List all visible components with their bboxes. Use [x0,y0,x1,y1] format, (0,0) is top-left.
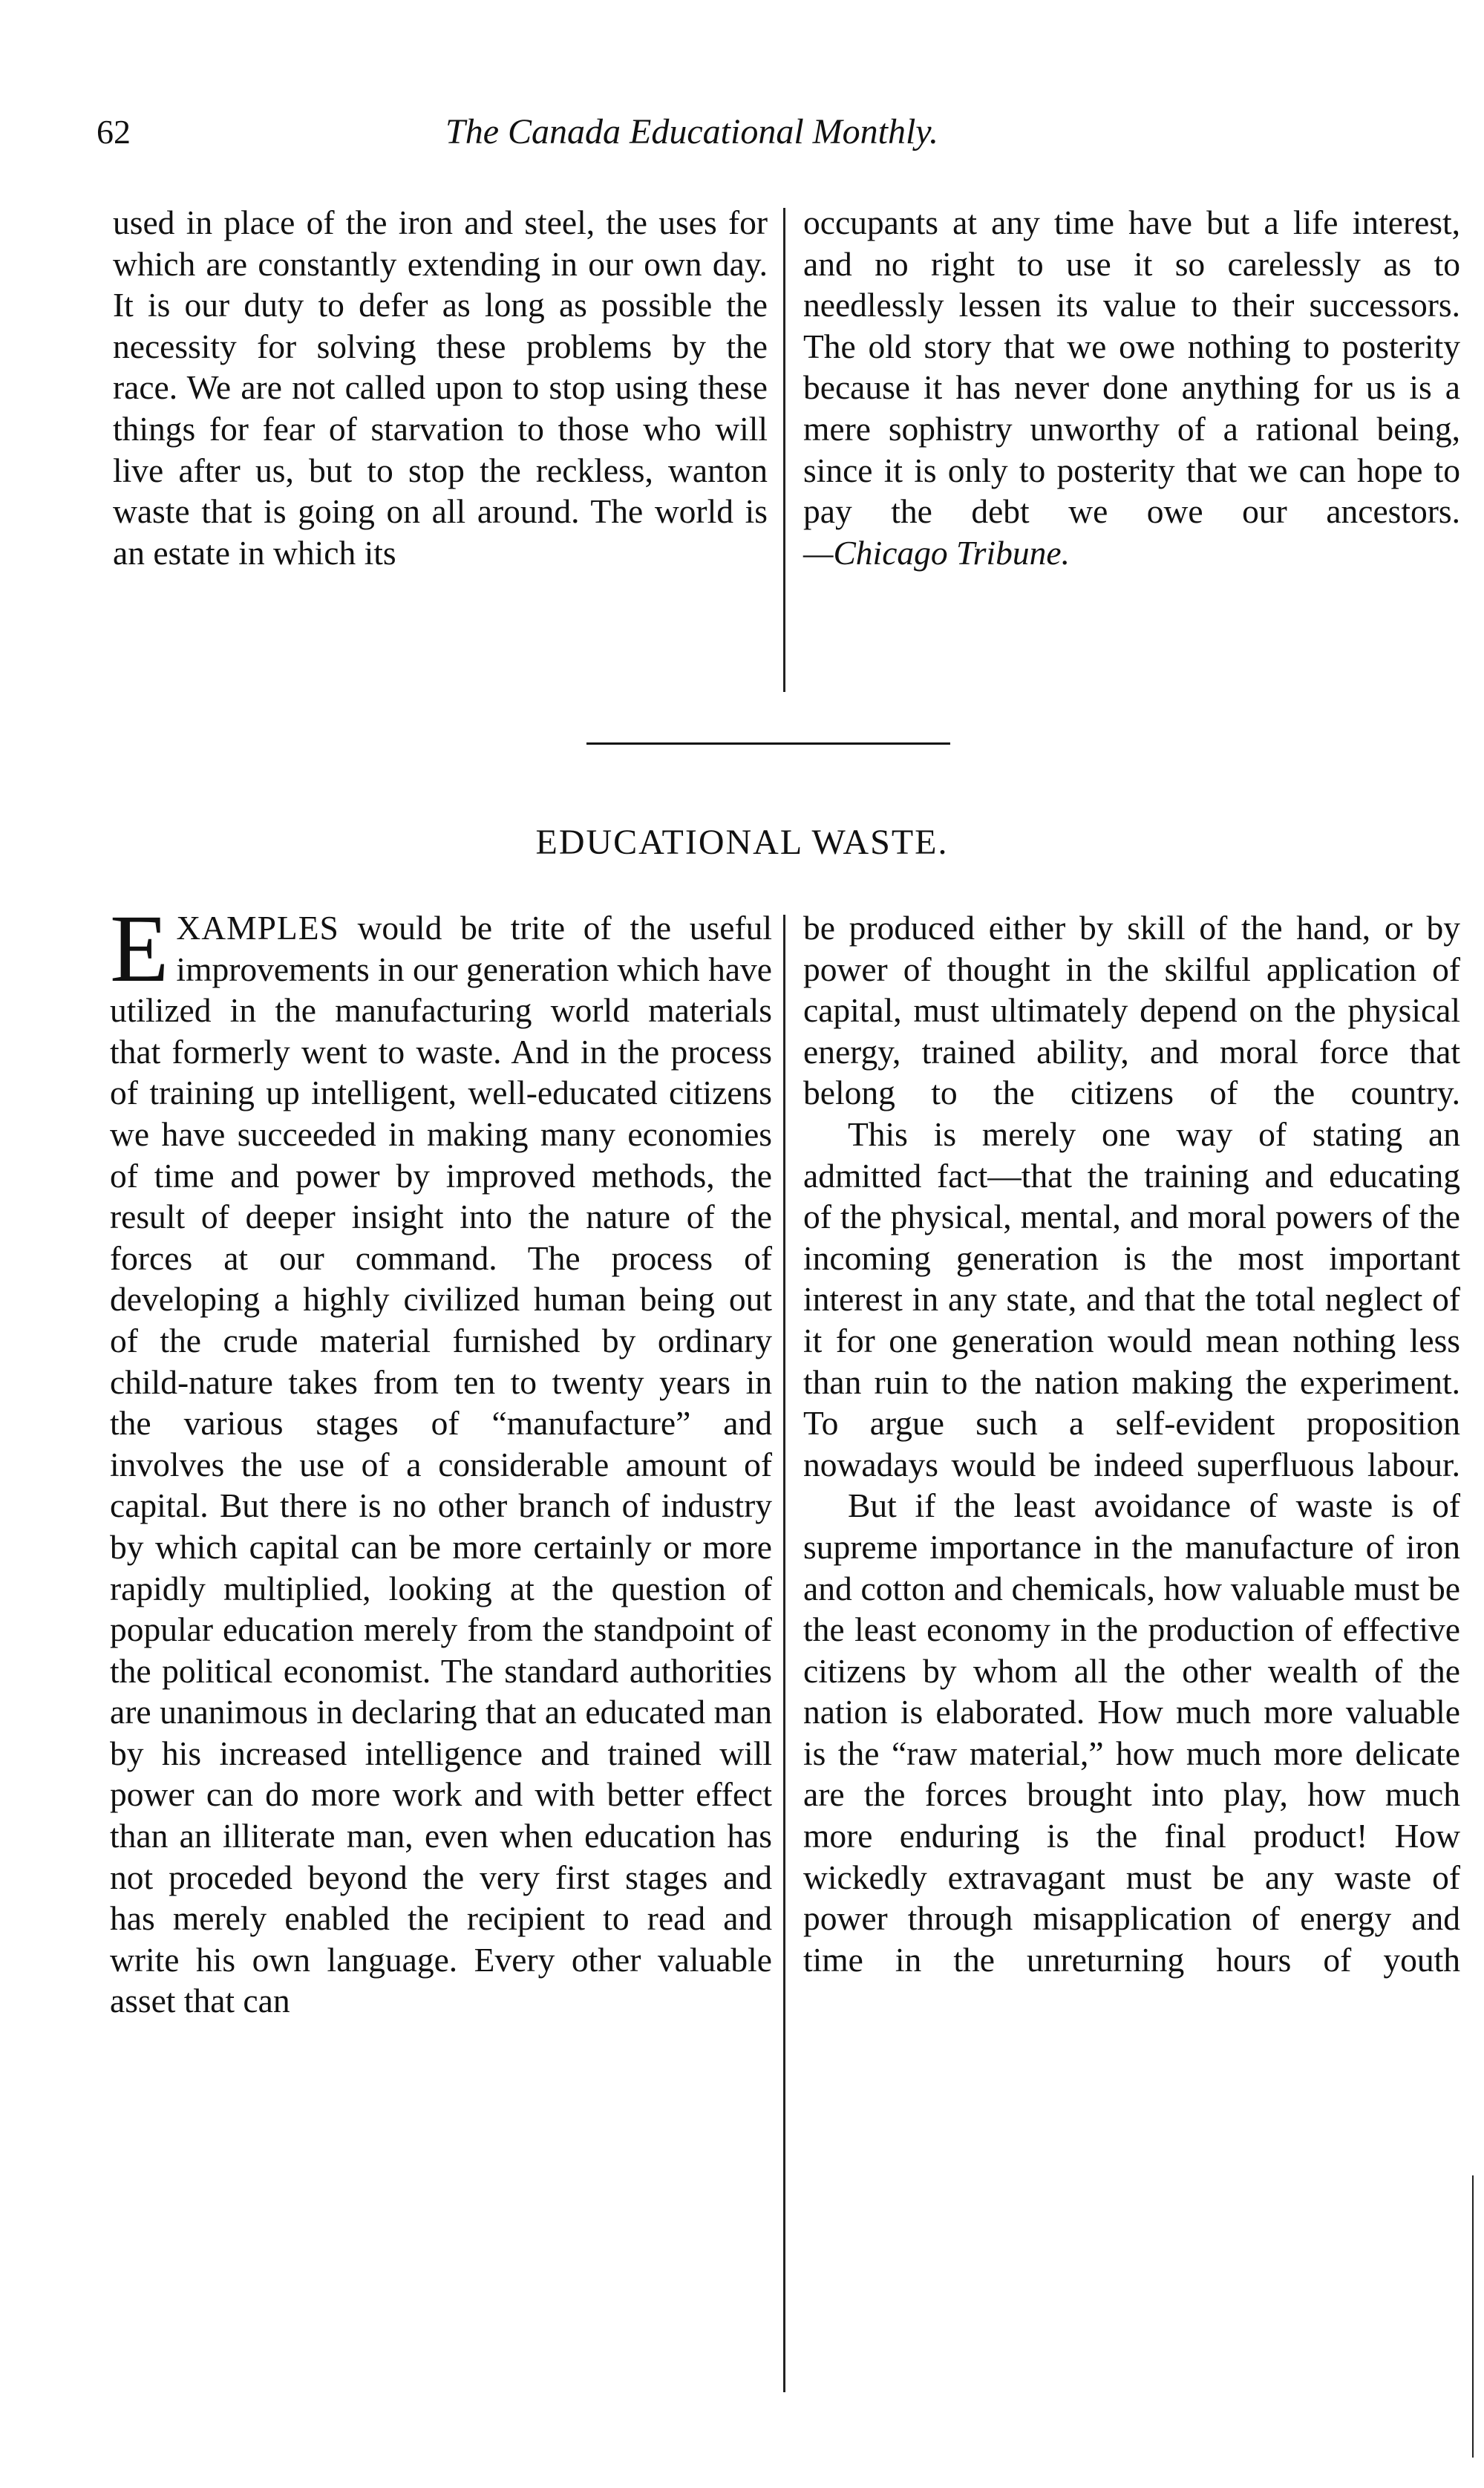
running-title: The Canada Educational Monthly. [445,112,938,151]
drop-cap: E [110,895,169,1002]
article-attribution: —Chicago Tribune. [803,533,1070,572]
bottom-left-paragraph [110,895,773,2022]
bottom-right-paragraph-2: This is merely one way of stating an admitted fact—that the training and educating of the physical, mental, and moral powers of the incoming generation is the most important interest in any state, and that the total neglect of it for one generation would mean nothing less than ruin to the nation making the experiment. To argue such a self-evident proposition nowadays would be indeed superfluous labour. [803,1114,1460,1483]
lead-caps: XAMPLES [176,909,339,947]
top-column-divider [783,208,785,692]
bottom-right-paragraph-1: be produced either by skill of the hand, or by power of thought in the skilful application of capital, must ultimately depend on the physical energy, trained ability, and moral force that belong to the citizens of the country. [803,909,1460,1112]
section-separator-rule [586,742,950,745]
section-title: EDUCATIONAL WASTE. [535,823,949,862]
bottom-right-column [803,907,1460,2407]
bottom-left-column [110,895,773,2407]
bottom-right-paragraph-3: But if the least avoidance of waste is of supreme importance in the manufacture of iron and cotton and chemicals, how valuable must be the least economy in the production of effective citizens by whom all the other wealth of the nation is elaborated. How much more valuable is the “raw material,” how much more delicate are the forces brought into play, how much more enduring is the final product! How wickedly extravagant must be any waste of power through misapplication of energy and time in the unreturning hours of youth [803,1486,1460,1979]
bottom-column-divider [783,915,785,2392]
bottom-left-text: would be trite of the useful improvements in our generation which have utilized in the manufacturing world materials that formerly went to waste. And in the process of training up intelligent, well-educated citizens we have succeeded in making many economies of time and power by improved methods, the result of deeper insight into the nature of the forces at our command. The process of developing a highly civilized human being out of the crude material furnished by ordinary child-nature takes from ten to twenty years in the various stages of “manufacture” and involves the use of a considerable amount of capital. But there is no other branch of industry by which capital can be more certainly or more rapidly multiplied, looking at the question of popular education merely from the standpoint of the political economist. The standard authorities are unanimous in declaring that an educated man by his increased intelligence and trained will power can do more work and with better effect than an illiterate man, even when education has not proceded beyond the very first stages and has merely enabled the recipient to read and write his own language. Every other valuable asset that can [110,909,773,2020]
top-right-column [803,202,1460,699]
page-header [97,110,1062,162]
top-left-column [113,202,768,699]
right-margin-mark [1472,2175,1474,2458]
top-right-text: occupants at any time have but a life interest, and no right to use it so carelessly as to needlessly lessen its value to their successors. The old story that we owe nothing to posterity because it has never done anything for us is a mere sophistry unworthy of a rational being, since it is only to posterity that we can hope to pay the debt we owe our ancestors. [803,203,1460,531]
page-number: 62 [97,113,131,151]
top-left-text: used in place of the iron and steel, the uses for which are constantly extending in our own day. It is our duty to defer as long as possible the necessity for solving these problems by the race. We are not called upon to stop using these things for fear of starvation to those who will live after us, but to stop the reckless, wanton waste that is going on all around. The world is an estate in which its [113,203,768,572]
